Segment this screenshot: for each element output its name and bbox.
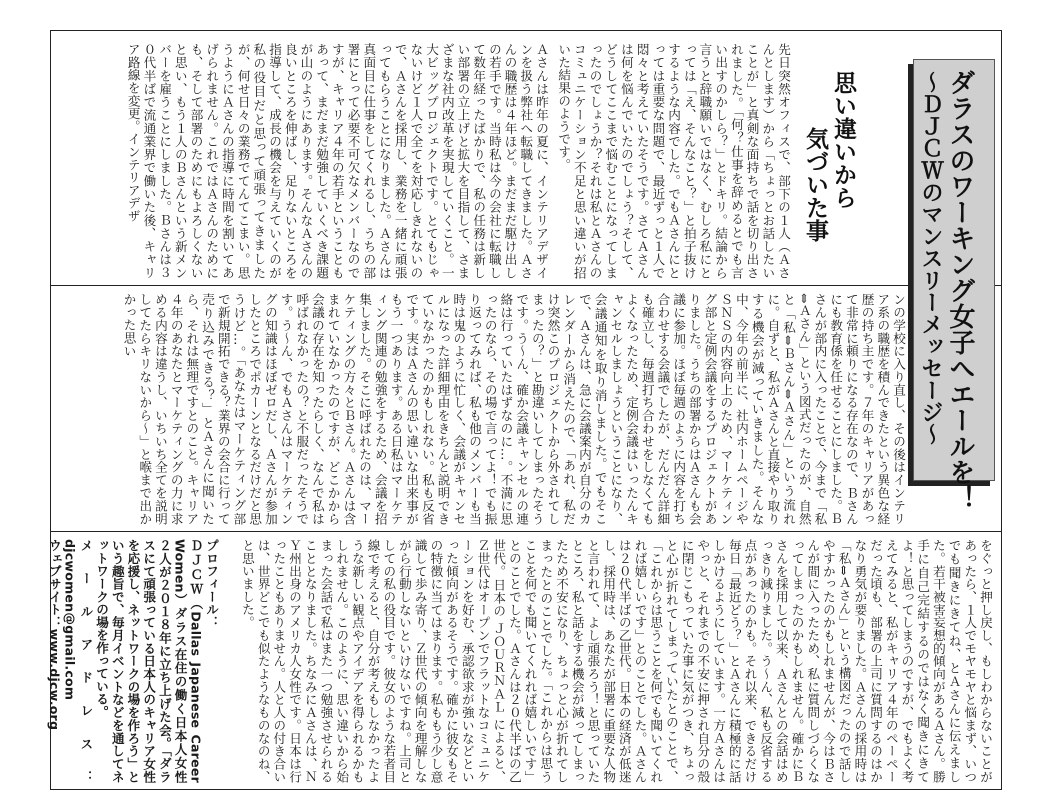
article-text-column-3: をぐっと押し戻し、もしわからないことがあったら、１人でモヤモヤと悩まず、いつでも聞きにきてね、とＡさんに伝えました。若干被害妄想的傾向があるＡさん。勝手に自己完結するのではなく聞きにきてよ！と思ってしまうのですが、でもよく考えてみると、私がキャリア４年のペーペーだった頃も、部署の上司に質問するのはかなり勇気が要りました。Ａさんの採用時は「私⇔Ａさん」という構図だったので話しやすかったのかもしれませんが、今はＢさんが間に入ったため、私に質問しづらくなってしまったのかもしれません。確かにＢさんを採用して以来、Ａさんとの会話はめっきり減りました。う～ん、私も反省する点があったのかも。それ以来、できるだけ毎日「最近どう？」とＡさんに積極的に話しかけるようにしています。一方Ａさんはやっと、それまでの不安に押され自分の殻に閉じこもっていた事に気がつき、ちょっと心が折れてしまっていたとのことで、「これからは思うことを何でも聞いてくれれば嬉しいです」とのことでした。Ａさんは２０代半ばの乙世代。日本の経済が低迷し、採用時は、あなたが部署に重要な人物と言われて、よし頑張ろう！と思っていたところ、私と話をする機会が減ってしまったため不安になり、ちょっと心が折れてしまったとのことでした。「これからは思うことを何でも聞いてくれれば嬉しいです」とのことでした。Ａさんは２０代半ばの乙世代。日本の ＪＯＵＲＮＡＬ によると、Ｚ世代はオープンでフラットなコミュニケーションを好む、承認欲求が強いなどといった傾向があるそうです。確かに彼女もその特徴に当てはまります。私ももう少し意識して歩み寄り、Ｚ世代の傾向を理解しながら行動しないといけないですね。上司としての私の役目です。彼女のような若者目線で考えると、自分が考えもしなかったような新しい観点やアイデアを得られるかもしれません。このように、思い違いから始まった会話で私はまた一つ勉強させられることとなりました。ちなみにＡさんは、ＮＹ州出身のアメリカ人女性です。日本は行ったこともありません。人と人の付き合いは、世界どこでも似たようなものなのね、と思いました。 xyxy=(239,539,993,783)
article-heading-line2: 気づいた事 xyxy=(802,127,828,242)
article-text-column-1: Ａさんは昨年の夏に、インテリアデザインを扱う弊社へ転職してきました。Ａさんの職歴は４年ほど。まだまだ駆け出しの若手です。当時私は今の会社に転職して数年経ったばかりで、私の任務は新しい部署の立上げと拡大を目指して、さまざまな社内改革を実現していくこと。一大ビッグプロジェクトです。とてもじゃないけど１人で全てを対応しきれないので、Ａさんを採用し、業務を一緒に頑張ってもらうことになりました。Ａさんは真面目に仕事をしてくれるし、うちの部署にとって必要不可欠なメンバーなのですが、キャリア４年の若手ということもあって、まだまだ勉強していくべき課題が山のようにあります。そんなＡさんの良いところを伸ばし、足りないところを指導して、成長の機会を与えていくのが私の役目だと思って頑張ってきましたが、何せ日々の業務でてんてこまい。思うようにＡさんの指導に時間を割いてあげられません。これではＡさんのためにも、そして部署のためにもよろしくないと思い、もう１人のＢさんという新メンバーを雇うことにしました。Ｂさんは３０代半ばで流通業界で働いた後、キャリア路線を変更。インテリアデザ xyxy=(125,43,549,279)
divider-bottom xyxy=(51,531,1001,532)
article-text-column-2: ンの学校に入り直し、その後はインテリア系の職歴を積んできたという異色な経歴の持ち主です。７年のキャリアがあって非常に頼りになる存在なので、Ｂさんにも教育係を任せることにしました。Ｂさんが部内に入ったことで、今まで「私⇔Ａさん」という図式だったのが、自然と「私⇔Ｂさん⇔Ａさん」という流れに。自ずと、私がＡさんと直接やり取りする機会が減っていきました。そんな中、今年の前半に、社内ホームページやＳＮＳの内容向上のため、マーケティング部と定例会議をするプロジェクトがありました。うちの部署からはＡさんも会議に参加。ほぼ毎週のように内容を打ち合わせする会議でしたが、だんだん詳細も確立し、毎週打ち合わせをしなくてもよくなったため、定例会議はいったんキャンセルしましょうということになり、会議通知を取り消しました。でもそこで、Ａさんは、急に会議案内が自分のカレンダーから消えたので、「あれ、私だけ突然このプロジェクトから外されてしまったの？」と勘違いしてしまったそうです。う～ん、確か会議キャンセルの連絡は行っていたはずなのに…。不満に思ったのなら、その場で言ってよ！でも振り返ってみれば、私も他のメンバーも当時は鬼のように忙しく、会議がキャンセルになった詳細理由をきちんと説明できていなかったのかもしれない。私も反省です。実はＡさんの思い違いな出来事がもう一つあります。ある日私はマーケティング関連の勉強をするため、会議を招集しました。そこに呼ばれたのは、マーケティングの方々とＢさん。Ａさんは含まれていなかったのですが、どこかから会議の存在を知ったらしく、なんで私は呼ばれなかったの？と不服だったそうです。う～ん、でもＡさんはマーケティングの知識はほぼゼロだし、Ａさんが参加したところでポカーンとなるだけだと思うけど…。「あなたはマーケティング部で新規開拓できる？業界の会合に行って売り込みできる？」とＡさんに聞いたら、それは無理ですとのこと。キャリア４年のあなたとマーケティングの力に求める内容は違うし、いちいち全てを説明してたらキリないから～」と喉まで出かかった思い xyxy=(121,293,906,525)
divider-top xyxy=(51,285,1001,286)
profile-website: ウェブサイト：www.djcw.org xyxy=(46,539,62,731)
article-heading-line1: 思い違いから xyxy=(830,71,856,209)
profile-heading: プロフィール： xyxy=(204,539,219,629)
newsletter-page xyxy=(46,30,1002,790)
profile-text: ＤＪＣＷ（Dallas Japanese Career Women）ダラス在住の働く日本人女性２人が２０１８年に立ち上げた会。「ダラスにて頑張っている日本人のキャリア女性を応援し、ネットワークの場を作ろう」という趣旨で、毎月イベントなどを通してネットワークの場を作っている。 xyxy=(94,539,204,783)
profile-email: メールアドレス：djcwomen@gmail.com xyxy=(62,539,94,783)
newsletter-subtitle: ～ＤＪＣＷのマンスリーメッセージ～ xyxy=(918,71,943,445)
article-intro-text: 先日突然オフィスで、部下の１人（Ａさんとします）から「ちょっとお話したいことが」と真剣な面持ちで話を切り出されました。「何？仕事を辞めるとでも言い出すのかしら？」とドキリ。結論から言うと辞職願いではなく、むしろ私にとっては「え、そんなこと？」と拍子抜けするような内容でした。でもＡさんにとっては重要な問題で、最近ずっと１人で悶々と考えていたそうです。さてＡさんは何を悩んでいたのでしょう？そして、どうしてここまで悩むことになってしまったのでしょうか？それは私とＡさんのコミュニケーション不足と思い違いが招いた結果のようです。 xyxy=(556,43,791,279)
profile-block xyxy=(46,539,219,783)
newsletter-title: ダラスのワーキング女子へエールを！ xyxy=(945,69,975,511)
